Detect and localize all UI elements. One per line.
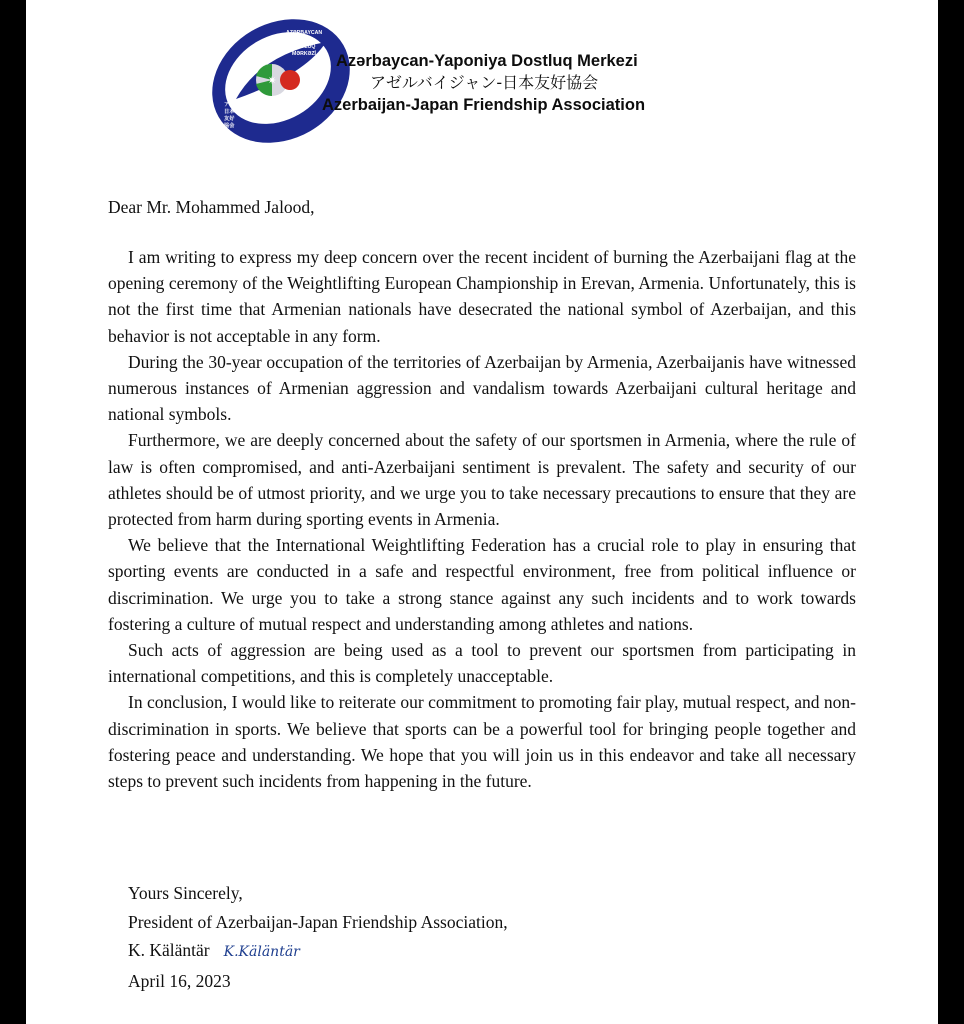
closing-phrase: Yours Sincerely, [128, 883, 243, 903]
organization-name-block [322, 50, 645, 116]
logo-text-bottom-1: アゼルバイジャン [224, 102, 265, 108]
paragraph-2: During the 30-year occupation of the territories of Azerbaijan by Armenia, Azerbaijanis have witnessed numerous instances of Armenian aggression and vandalism towards Azerbaijani cultural heritage and national symbols. [108, 351, 856, 425]
logo-text-top-4: MƏRKƏZİ [292, 51, 316, 57]
paragraph-6: In conclusion, I would like to reiterate our commitment to promoting fair play, mutual respect, and non-discrimination in sports. We believe that sports can be a powerful tool for bringing people together and fostering peace and understanding. We hope that you will join us in this endeavor and take all necessary steps to prevent such incidents from happening in the future. [108, 692, 856, 792]
logo-text-bottom-2: 日本 [224, 109, 235, 115]
signer-name: K. Käläntär [128, 940, 210, 960]
paragraph-4: We believe that the International Weightlifting Federation has a crucial role to play in ensuring that sporting events are conducted in a safe and respectful environment, free from political influence or discrimination. We urge you to take a strong stance against any such incidents and to work towards fostering a culture of mutual respect and understanding among athletes and nations. [108, 535, 856, 634]
salutation: Dear Mr. Mohammed Jalood, [108, 197, 315, 217]
paragraph-3: Furthermore, we are deeply concerned about the safety of our sportsmen in Armenia, where the rule of law is often compromised, and anti-Azerbaijani sentiment is prevalent. The safety and security of our athletes should be of utmost priority, and we urge you to take necessary precautions to ensure that they are protected from harm during sporting events in Armenia. [108, 430, 856, 530]
signer-title: President of Azerbaijan-Japan Friendship Association, [128, 911, 508, 932]
letter-page [26, 0, 938, 1024]
svg-text:✷: ✷ [267, 74, 277, 87]
logo-text-top-2: YAPONİYA [288, 37, 315, 43]
logo-text-bottom-4: 協会 [224, 123, 235, 129]
logo-text-top-3: DOSTLUQ [290, 44, 316, 50]
paragraph-1: I am writing to express my deep concern over the recent incident of burning the Azerbaijani flag at the opening ceremony of the Weightlifting European Championship in Erevan, Armenia. Unfortunately, this is not the first time that Armenian nationals have desecrated the national symbol of Azerbaijan, and this behavior is not acceptable in any form. [108, 247, 856, 346]
org-name-azerbaijani: Azərbaycan-Yaponiya Dostluq Merkezi [336, 52, 638, 70]
logo-text-bottom-3: 友好 [224, 116, 235, 122]
handwritten-signature: K.Käläntär [223, 944, 300, 960]
logo-text-top-1: AZƏRBAYCAN [286, 30, 323, 36]
letter-body [108, 244, 856, 794]
signer-line [128, 936, 508, 967]
org-name-japanese: アゼルバイジャン-日本友好協会 [370, 73, 599, 92]
letter-date: April 16, 2023 [128, 970, 231, 991]
closing-block [128, 879, 508, 995]
org-name-english: Azerbaijan-Japan Friendship Association [322, 96, 646, 114]
paragraph-5: Such acts of aggression are being used as a tool to prevent our sportsmen from participating in international competitions, and this is completely unacceptable. [108, 640, 856, 687]
